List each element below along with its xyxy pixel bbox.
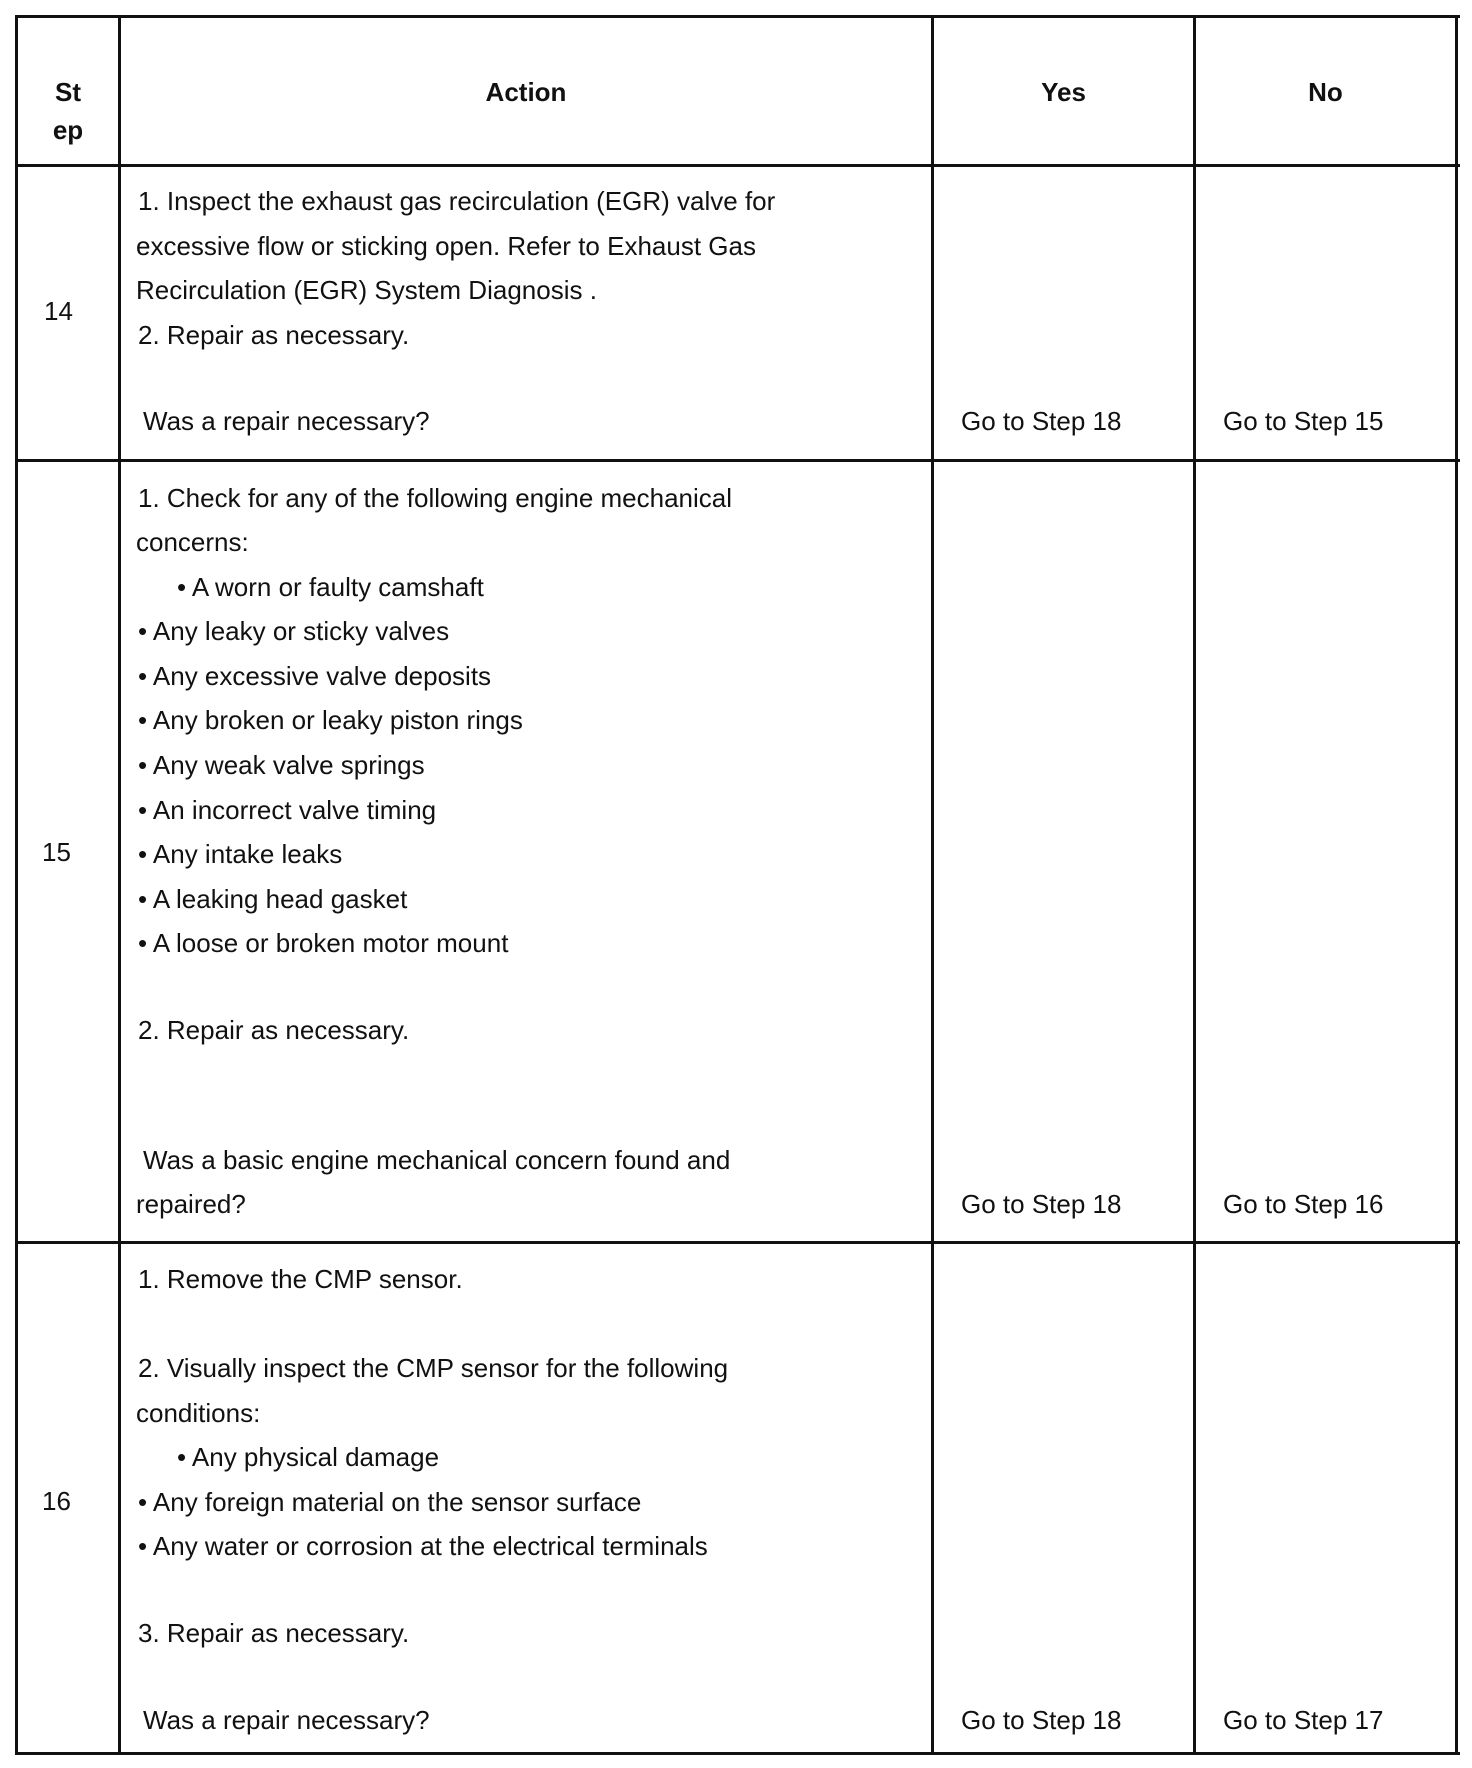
action-line: Recirculation (EGR) System Diagnosis . (136, 275, 597, 305)
question-text: Was a repair necessary? (143, 406, 430, 436)
yes-link[interactable]: Go to Step 18 (961, 406, 1122, 436)
column-divider-step-action (118, 15, 121, 1755)
bullet-item: • Any leaky or sticky valves (138, 616, 450, 646)
header-yes: Yes (1041, 77, 1086, 107)
action-line: concerns: (136, 527, 249, 557)
action-line: 1. Inspect the exhaust gas recirculation (EGR) valve for (138, 186, 776, 216)
bullet-item: • Any foreign material on the sensor surface (138, 1487, 642, 1517)
bullet-item: • Any weak valve springs (138, 750, 425, 780)
header-step-line2: ep (52, 115, 84, 145)
bullet-item: • Any excessive valve deposits (138, 661, 492, 691)
step-number: 14 (44, 296, 73, 326)
question-text: repaired? (136, 1189, 246, 1219)
column-divider-yes-no (1193, 15, 1196, 1755)
no-link[interactable]: Go to Step 17 (1223, 1705, 1384, 1735)
no-link[interactable]: Go to Step 15 (1223, 406, 1384, 436)
action-line: 2. Visually inspect the CMP sensor for the following (138, 1353, 729, 1383)
action-line: conditions: (136, 1398, 261, 1428)
bullet-item: • A loose or broken motor mount (138, 928, 509, 958)
bullet-item: • An incorrect valve timing (138, 795, 437, 825)
action-line: 3. Repair as necessary. (138, 1618, 410, 1648)
yes-link[interactable]: Go to Step 18 (961, 1189, 1122, 1219)
bullet-item: • A leaking head gasket (138, 884, 408, 914)
action-line: 2. Repair as necessary. (138, 320, 410, 350)
header-divider (15, 164, 1460, 167)
no-link[interactable]: Go to Step 16 (1223, 1189, 1384, 1219)
column-divider-action-yes (931, 15, 934, 1755)
action-line: excessive flow or sticking open. Refer to Exhaust Gas (136, 231, 756, 261)
bullet-item: • Any water or corrosion at the electrical terminals (138, 1531, 708, 1561)
bullet-item: • Any broken or leaky piston rings (138, 705, 523, 735)
header-no: No (1308, 77, 1343, 107)
table-border-bottom (15, 1752, 1460, 1755)
step-number: 15 (42, 837, 71, 867)
action-line: 1. Remove the CMP sensor. (138, 1264, 463, 1294)
bullet-item: • Any intake leaks (138, 839, 343, 869)
header-action: Action (485, 77, 567, 107)
step-number: 16 (42, 1486, 71, 1516)
action-line: 2. Repair as necessary. (138, 1015, 410, 1045)
yes-link[interactable]: Go to Step 18 (961, 1705, 1122, 1735)
table-border-top (15, 15, 1460, 18)
question-text: Was a repair necessary? (143, 1705, 430, 1735)
question-text: Was a basic engine mechanical concern found and (143, 1145, 731, 1175)
action-line: 1. Check for any of the following engine mechanical (138, 483, 733, 513)
row-divider-14-15 (15, 459, 1460, 462)
header-step-line1: St (55, 77, 81, 107)
table-border-right (1455, 15, 1458, 1755)
bullet-item: • Any physical damage (177, 1442, 440, 1472)
row-divider-15-16 (15, 1241, 1460, 1244)
table-border-left (15, 15, 18, 1755)
bullet-item: • A worn or faulty camshaft (177, 572, 484, 602)
